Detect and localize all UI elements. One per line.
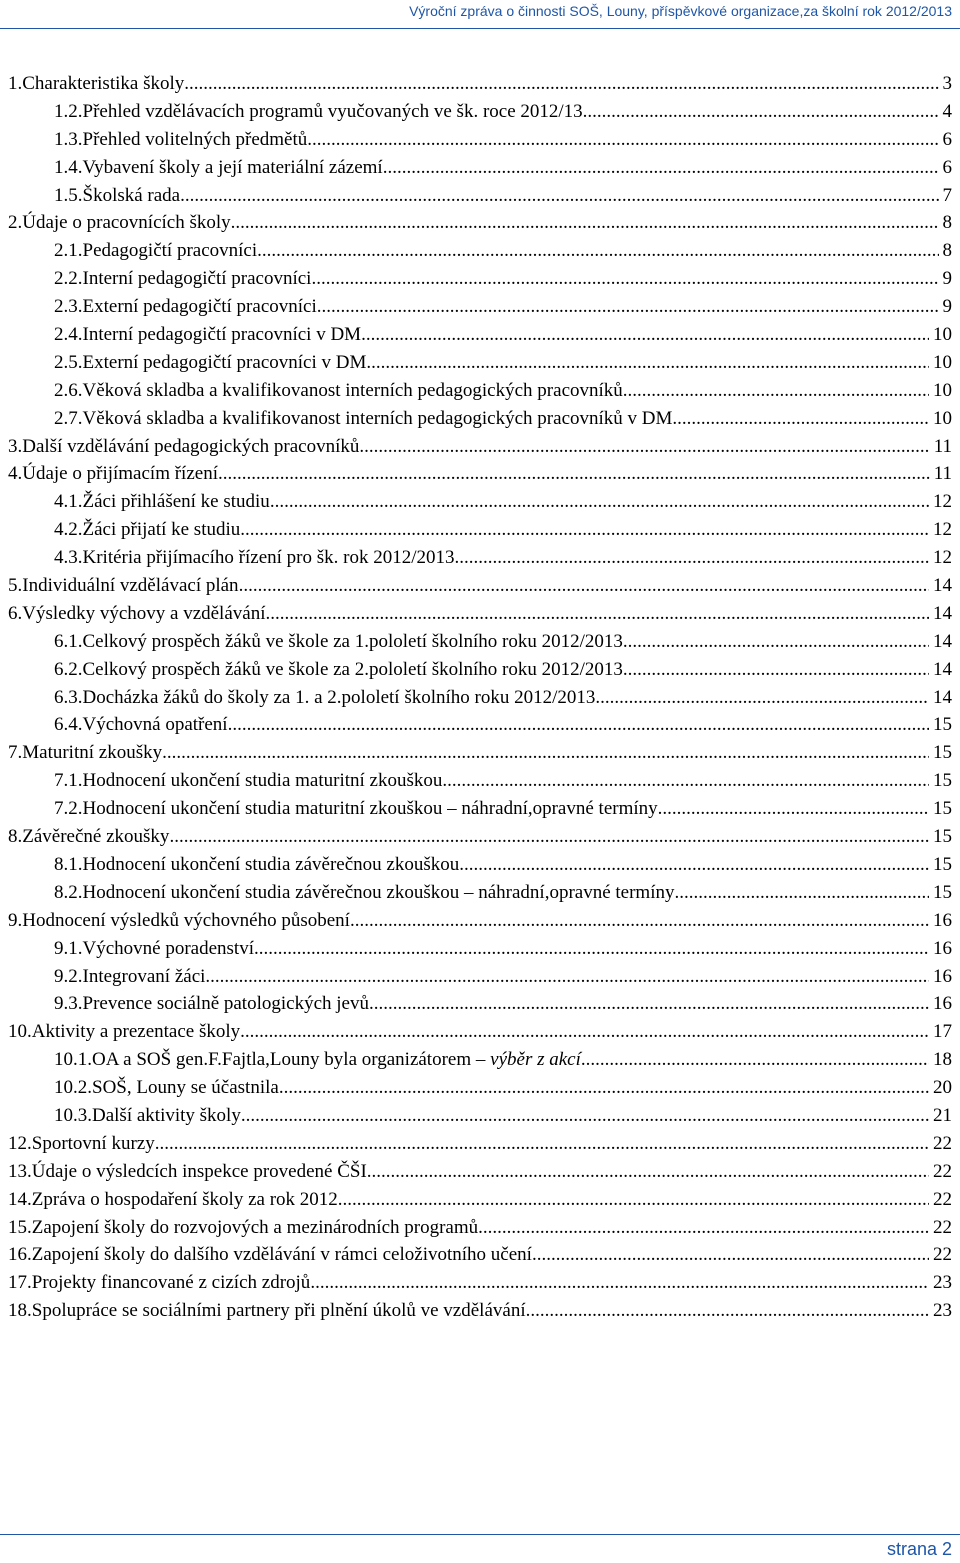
toc-entry-title: Věková skladba a kvalifikovanost interních pedagogických pracovníků v DM (82, 407, 673, 429)
dot-leader (583, 101, 939, 123)
dot-leader (240, 519, 929, 541)
toc-entry-title: OA a SOŠ gen.F.Fajtla,Louny byla organizátorem – výběr z akcí (92, 1049, 581, 1071)
toc-entry[interactable] (0, 1272, 960, 1300)
dot-leader (623, 631, 929, 653)
toc-entry[interactable] (0, 185, 960, 213)
toc-entry[interactable] (0, 1133, 960, 1161)
dot-leader (265, 603, 929, 625)
footer-divider (0, 1534, 960, 1535)
toc-entry-number: 8.1. (54, 853, 83, 875)
toc-entry[interactable] (0, 938, 960, 966)
dot-leader (257, 240, 938, 262)
toc-entry-number: 7.2. (54, 798, 83, 820)
dot-leader (270, 491, 929, 513)
toc-entry-page: 7 (942, 184, 952, 206)
toc-entry-title: Věková skladba a kvalifikovanost interních pedagogických pracovníků (82, 379, 623, 401)
toc-entry-number: 6.4. (54, 714, 83, 736)
toc-entry-number: 1. (8, 73, 23, 94)
toc-entry[interactable] (0, 129, 960, 157)
toc-entry-number: 1.3. (54, 128, 83, 150)
toc-entry-number: 3. (8, 435, 23, 457)
toc-entry-title: Celkový prospěch žáků ve škole za 2.pololetí školního roku 2012/2013 (82, 658, 623, 680)
toc-entry-page: 17 (933, 1021, 952, 1043)
toc-entry-title: Integrovaní žáci (82, 965, 206, 987)
toc-entry-page: 12 (933, 519, 952, 541)
toc-entry-number: 6. (8, 602, 23, 624)
toc-entry-number: 8.2. (54, 881, 83, 903)
toc-entry-page: 9 (942, 296, 952, 318)
dot-leader (169, 826, 929, 848)
document-header: Výroční zpráva o činnosti SOŠ, Louny, příspěvkové organizace,za školní rok 2012/2013 (409, 3, 952, 19)
toc-entry-title: Charakteristika školy (22, 73, 185, 94)
toc-entry-title: Žáci přihlášení ke studiu (82, 491, 270, 513)
toc-entry-number: 17. (8, 1272, 32, 1294)
toc-entry-number: 2.7. (54, 407, 83, 429)
toc-entry[interactable] (0, 324, 960, 352)
toc-entry-number: 2.2. (54, 268, 83, 290)
toc-entry-page: 22 (933, 1132, 952, 1154)
toc-entry-number: 1.2. (54, 100, 83, 122)
toc-entry[interactable] (0, 408, 960, 436)
dot-leader (526, 1300, 929, 1322)
toc-entry[interactable] (0, 659, 960, 687)
toc-entry[interactable] (0, 687, 960, 715)
toc-entry-page: 14 (933, 575, 952, 597)
toc-entry-number: 9.3. (54, 993, 83, 1015)
toc-entry-number: 7.1. (54, 770, 83, 792)
toc-entry-page: 16 (933, 909, 952, 931)
dot-leader (218, 463, 930, 485)
toc-entry-number: 9. (8, 909, 23, 931)
toc-entry-page: 15 (933, 881, 952, 903)
toc-entry-title: Hodnocení ukončení studia maturitní zkouškou – náhradní,opravné termíny (82, 798, 658, 820)
dot-leader (307, 129, 938, 151)
toc-entry-title: Projekty financované z cizích zdrojů (31, 1272, 311, 1294)
toc-entry-page: 14 (933, 686, 952, 708)
toc-entry-page: 4 (942, 100, 952, 122)
toc-entry-page: 15 (933, 770, 952, 792)
toc-entry-number: 5. (8, 575, 23, 597)
toc-entry-number: 2.6. (54, 379, 83, 401)
toc-entry-number: 15. (8, 1216, 32, 1238)
dot-leader (581, 1049, 929, 1071)
toc-entry-title: Interní pedagogičtí pracovníci v DM (82, 324, 362, 346)
toc-entry[interactable] (0, 1049, 960, 1077)
toc-entry[interactable] (0, 296, 960, 324)
toc-entry-number: 12. (8, 1132, 32, 1154)
toc-entry-page: 22 (933, 1244, 952, 1266)
toc-entry-title: Zapojení školy do rozvojových a mezinárodních programů (31, 1216, 479, 1238)
header-divider (0, 28, 960, 29)
toc-entry-title: Zpráva o hospodaření školy za rok 2012 (31, 1188, 338, 1210)
toc-entry[interactable] (0, 212, 960, 240)
toc-entry-title: Přehled volitelných předmětů (82, 128, 308, 150)
toc-entry-title: Zapojení školy do dalšího vzdělávání v rámci celoživotního učení (31, 1244, 532, 1266)
dot-leader (478, 1217, 929, 1239)
toc-entry[interactable] (0, 854, 960, 882)
toc-entry-page: 21 (933, 1104, 952, 1126)
toc-entry-title: Sportovní kurzy (31, 1132, 155, 1154)
dot-leader (240, 1021, 929, 1043)
toc-entry-number: 10.1. (54, 1049, 92, 1071)
dot-leader (155, 1133, 929, 1155)
toc-entry[interactable] (0, 463, 960, 491)
toc-entry-number: 2.3. (54, 296, 83, 318)
toc-entry-title: Hodnocení ukončení studia maturitní zkouškou (82, 770, 443, 792)
toc-entry-page: 15 (933, 714, 952, 736)
toc-entry-page: 15 (933, 798, 952, 820)
toc-entry-title: Docházka žáků do školy za 1. a 2.pololetí školního roku 2012/2013 (82, 686, 596, 708)
toc-entry-number: 6.3. (54, 686, 83, 708)
dot-leader (184, 73, 938, 95)
toc-entry-number: 7. (8, 742, 23, 764)
toc-entry[interactable] (0, 826, 960, 854)
dot-leader (442, 770, 929, 792)
toc-entry-page: 3 (942, 73, 952, 94)
toc-entry-page: 20 (933, 1077, 952, 1099)
dot-leader (672, 408, 929, 430)
toc-entry-page: 23 (933, 1300, 952, 1322)
toc-entry-page: 8 (942, 240, 952, 262)
toc-entry-number: 16. (8, 1244, 32, 1266)
page-number: strana 2 (886, 1539, 952, 1559)
toc-entry-title: Výchovné poradenství (82, 937, 254, 959)
toc-entry-title: Výsledky výchovy a vzdělávání (22, 602, 266, 624)
toc-entry-title: Kritéria přijímacího řízení pro šk. rok 2012/2013 (82, 547, 455, 569)
toc-entry-page: 15 (933, 742, 952, 764)
toc-entry-title: Údaje o výsledcích inspekce provedené ČŠI (31, 1160, 367, 1182)
toc-entry-number: 2.5. (54, 351, 83, 373)
dot-leader (317, 296, 939, 318)
toc-entry-number: 18. (8, 1300, 32, 1322)
toc-entry[interactable] (0, 1300, 960, 1328)
toc-entry[interactable] (0, 380, 960, 408)
toc-entry-page: 11 (933, 463, 952, 485)
toc-entry-title-italic: výběr z akcí (490, 1049, 581, 1071)
toc-entry-page: 8 (942, 212, 952, 234)
toc-entry-title: Aktivity a prezentace školy (31, 1021, 241, 1043)
toc-entry[interactable] (0, 1189, 960, 1217)
toc-entry[interactable] (0, 436, 960, 464)
toc-entry-title: Externí pedagogičtí pracovníci (82, 296, 317, 318)
toc-entry[interactable] (0, 910, 960, 938)
toc-entry-page: 14 (933, 630, 952, 652)
toc-entry-number: 14. (8, 1188, 32, 1210)
toc-entry[interactable] (0, 1077, 960, 1105)
toc-entry-page: 12 (933, 547, 952, 569)
toc-entry[interactable] (0, 631, 960, 659)
toc-entry-page: 22 (933, 1188, 952, 1210)
toc-entry-page: 14 (933, 602, 952, 624)
toc-entry-number: 6.2. (54, 658, 83, 680)
dot-leader (366, 352, 929, 374)
toc-entry-page: 9 (942, 268, 952, 290)
toc-entry-page: 12 (933, 491, 952, 513)
toc-entry-number: 10.2. (54, 1077, 92, 1099)
dot-leader (595, 687, 929, 709)
toc-entry-number: 4.1. (54, 491, 83, 513)
toc-entry-title: Žáci přijatí ke studiu (82, 519, 241, 541)
toc-entry-page: 10 (933, 324, 952, 346)
toc-entry[interactable] (0, 798, 960, 826)
dot-leader (369, 993, 929, 1015)
toc-entry-title: Celkový prospěch žáků ve škole za 1.pololetí školního roku 2012/2013 (82, 630, 623, 652)
toc-entry[interactable] (0, 603, 960, 631)
dot-leader (239, 575, 929, 597)
toc-entry-page: 16 (933, 937, 952, 959)
dot-leader (623, 380, 929, 402)
dot-leader (254, 938, 929, 960)
toc-entry-title: Hodnocení ukončení studia závěrečnou zkouškou – náhradní,opravné termíny (82, 881, 675, 903)
toc-entry-title: SOŠ, Louny se účastnila (92, 1077, 279, 1099)
toc-entry[interactable] (0, 1244, 960, 1272)
toc-entry-number: 6.1. (54, 630, 83, 652)
toc-entry-page: 11 (933, 435, 952, 457)
toc-entry-title: Další aktivity školy (92, 1104, 241, 1126)
toc-entry-title: Závěrečné zkoušky (22, 826, 170, 848)
dot-leader (310, 1272, 929, 1294)
dot-leader (338, 1189, 929, 1211)
toc-entry-page: 16 (933, 965, 952, 987)
dot-leader (455, 547, 930, 569)
toc-entry-page: 18 (933, 1049, 952, 1071)
toc-entry[interactable] (0, 240, 960, 268)
toc-entry-page: 14 (933, 658, 952, 680)
dot-leader (162, 742, 929, 764)
toc-entry-page: 10 (933, 351, 952, 373)
dot-leader (674, 882, 929, 904)
toc-entry[interactable] (0, 966, 960, 994)
toc-entry-title: Přehled vzdělávacích programů vyučovaných ve šk. roce 2012/13 (82, 100, 583, 122)
toc-entry-title: Individuální vzdělávací plán (22, 575, 239, 597)
toc-entry[interactable] (0, 742, 960, 770)
toc-entry-title: Pedagogičtí pracovníci (82, 240, 258, 262)
toc-entry[interactable] (0, 519, 960, 547)
toc-entry-title: Další vzdělávání pedagogických pracovníků (22, 435, 360, 457)
toc-entry-title: Maturitní zkoušky (22, 742, 163, 764)
toc-entry[interactable] (0, 547, 960, 575)
toc-entry-title: Údaje o přijímacím řízení (22, 463, 218, 485)
toc-entry-title: Údaje o pracovnících školy (22, 212, 231, 234)
toc-entry[interactable] (0, 73, 960, 101)
dot-leader (383, 157, 939, 179)
dot-leader (311, 268, 938, 290)
toc-entry-title: Spolupráce se sociálními partnery při plnění úkolů ve vzdělávání (31, 1300, 526, 1322)
toc-entry[interactable] (0, 770, 960, 798)
toc-entry[interactable] (0, 1105, 960, 1133)
toc-entry-page: 15 (933, 826, 952, 848)
toc-entry[interactable] (0, 714, 960, 742)
toc-entry-title: Interní pedagogičtí pracovníci (82, 268, 312, 290)
toc-entry[interactable] (0, 993, 960, 1021)
toc-entry[interactable] (0, 352, 960, 380)
toc-entry-number: 9.1. (54, 937, 83, 959)
toc-entry-number: 4.2. (54, 519, 83, 541)
toc-entry-number: 2.1. (54, 240, 83, 262)
toc-entry[interactable] (0, 268, 960, 296)
dot-leader (228, 714, 929, 736)
toc-entry-page: 23 (933, 1272, 952, 1294)
dot-leader (180, 185, 938, 207)
toc-entry-number: 1.5. (54, 184, 83, 206)
toc-entry[interactable] (0, 1217, 960, 1245)
dot-leader (361, 324, 929, 346)
toc-entry[interactable] (0, 157, 960, 185)
toc-entry-page: 10 (933, 379, 952, 401)
toc-entry-number: 4. (8, 463, 23, 485)
toc-entry-number: 10. (8, 1021, 32, 1043)
toc-entry-page: 15 (933, 853, 952, 875)
dot-leader (367, 1161, 929, 1183)
toc-entry-page: 10 (933, 407, 952, 429)
dot-leader (623, 659, 929, 681)
toc-entry-page: 22 (933, 1160, 952, 1182)
toc-entry-page: 22 (933, 1216, 952, 1238)
toc-entry[interactable] (0, 101, 960, 129)
dot-leader (350, 910, 929, 932)
toc-entry-number: 8. (8, 826, 23, 848)
toc-entry[interactable] (0, 1021, 960, 1049)
toc-entry[interactable] (0, 491, 960, 519)
toc-entry-title: Vybavení školy a její materiální zázemí (82, 156, 383, 178)
toc-entry-number: 2. (8, 212, 23, 234)
dot-leader (658, 798, 929, 820)
toc-entry-title: Externí pedagogičtí pracovníci v DM (82, 351, 367, 373)
dot-leader (459, 854, 929, 876)
toc-entry-number: 10.3. (54, 1104, 92, 1126)
toc-entry-number: 2.4. (54, 324, 83, 346)
dot-leader (279, 1077, 929, 1099)
toc-entry-page: 6 (942, 156, 952, 178)
toc-entry-title: Výchovná opatření (82, 714, 228, 736)
toc-entry[interactable] (0, 882, 960, 910)
toc-entry-number: 4.3. (54, 547, 83, 569)
toc-entry-number: 1.4. (54, 156, 83, 178)
toc-entry-title: Školská rada (82, 184, 181, 206)
dot-leader (205, 966, 929, 988)
dot-leader (231, 212, 939, 234)
toc-entry-title: Hodnocení ukončení studia závěrečnou zkouškou (82, 853, 460, 875)
toc-entry-title: Hodnocení výsledků výchovného působení (22, 909, 350, 931)
toc-entry[interactable] (0, 575, 960, 603)
toc-entry-number: 13. (8, 1160, 32, 1182)
toc-entry[interactable] (0, 1161, 960, 1189)
dot-leader (241, 1105, 929, 1127)
toc-entry-page: 6 (942, 128, 952, 150)
toc-entry-title: Prevence sociálně patologických jevů (82, 993, 369, 1015)
dot-leader (532, 1244, 929, 1266)
table-of-contents (0, 73, 960, 1328)
toc-entry-page: 16 (933, 993, 952, 1015)
toc-entry-number: 9.2. (54, 965, 83, 987)
dot-leader (359, 436, 929, 458)
